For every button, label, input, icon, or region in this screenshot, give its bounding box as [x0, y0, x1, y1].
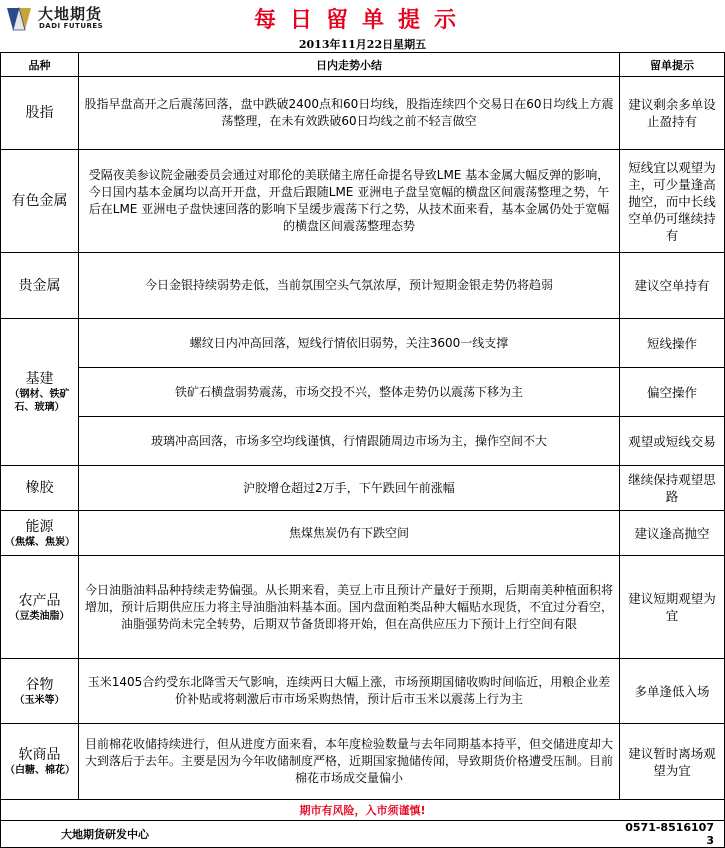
- logo-chinese-name: 大地期货: [38, 5, 103, 23]
- summary-cell: 玉米1405合约受东北降雪天气影响，连续两日大幅上涨，市场预期国储收购时间临近，用粮企业差价补贴或将刺激后市市场采购热情，预计后市玉米以震荡上行为主: [79, 659, 620, 724]
- summary-cell: 今日金银持续弱势走低，当前氛围空头气氛浓厚，预计短期金银走势仍将趋弱: [79, 253, 620, 319]
- summary-cell: 沪胶增仓超过2万手，下午跌回午前涨幅: [79, 466, 620, 511]
- summary-cell: 今日油脂油料品种持续走势偏强。从长期来看，美豆上市且预计产量好于预期，后期南美种植面积将增加，预计后期供应压力将主导油脂油料基本面。国内盘面粕类品种大幅贴水现货，不宜过分看空，油脂强势尚未完全转势，后期双节备货即将开始，但在高供应压力下预计上行空间有限: [79, 556, 620, 659]
- variety-name: 谷物: [25, 676, 54, 693]
- variety-name: 有色金属: [11, 193, 68, 209]
- report-date: 2013年11月22日星期五: [298, 38, 427, 51]
- variety-cell: [1, 466, 79, 511]
- hint-cell: 偏空操作: [620, 368, 725, 417]
- variety-name: 能源: [25, 518, 54, 535]
- table-row-glass: [1, 417, 725, 466]
- variety-cell: [1, 659, 79, 724]
- position-hint-table: [0, 52, 725, 848]
- report-title: 每日留单提示: [253, 7, 470, 33]
- variety-subtitle: （白糖、棉花）: [5, 765, 75, 776]
- report-header: [0, 0, 725, 34]
- variety-cell: [1, 253, 79, 319]
- variety-cell: [1, 724, 79, 800]
- summary-cell: 目前棉花收储持续进行，但从进度方面来看，本年度检验数量与去年同期基本持平，但交储进度却大大到落后于去年。主要是因为今年收储制度严格，近期国家抛储传闻，导致期货价格遭受压制。目前棉花市场成交量偏小: [79, 724, 620, 800]
- risk-warning: 期市有风险，入市须谨慎!: [1, 800, 725, 821]
- hint-cell: 继续保持观望思路: [620, 466, 725, 511]
- variety-name: 橡胶: [25, 480, 54, 496]
- summary-cell: 焦煤焦炭仍有下跌空间: [79, 511, 620, 556]
- variety-cell: [1, 556, 79, 659]
- hint-cell: 观望或短线交易: [620, 417, 725, 466]
- summary-cell: 螺纹日内冲高回落，短线行情依旧弱势，关注3600一线支撑: [79, 319, 620, 368]
- table-row-grain: [1, 659, 725, 724]
- summary-cell: 股指早盘高开之后震荡回落，盘中跌破2400点和60日均线，股指连续四个交易日在60日均线上方震荡整理，在未有效跌破60日均线之前不轻言做空: [79, 77, 620, 150]
- variety-name: 农产品: [18, 592, 61, 609]
- variety-cell: [1, 511, 79, 556]
- variety-cell: [1, 77, 79, 150]
- table-header-row: [1, 53, 725, 77]
- variety-subtitle: （玉米等）: [14, 694, 65, 706]
- table-row-stock-index: [1, 77, 725, 150]
- table-row-iron-ore: [1, 368, 725, 417]
- table-row-precious-metals: [1, 253, 725, 319]
- header-variety: 品种: [1, 53, 79, 77]
- hint-cell: 短线操作: [620, 319, 725, 368]
- hint-cell: 多单逢低入场: [620, 659, 725, 724]
- variety-name: 股指: [25, 105, 54, 121]
- variety-cell: [1, 319, 79, 466]
- variety-subtitle: （豆类油脂）: [9, 610, 70, 622]
- summary-cell: 铁矿石横盘弱势震荡，市场交投不兴，整体走势仍以震荡下移为主: [79, 368, 620, 417]
- risk-warning-row: [1, 800, 725, 821]
- hint-cell: 短线宜以观望为主，可少量逢高抛空，而中长线空单仍可继续持有: [620, 150, 725, 253]
- header-hint: 留单提示: [620, 53, 725, 77]
- table-row-rebar: [1, 319, 725, 368]
- variety-subtitle: （钢材、铁矿石、玻璃）: [9, 389, 70, 413]
- table-row-agriculture: [1, 556, 725, 659]
- header-summary: 日内走势小结: [79, 53, 620, 77]
- variety-subtitle: （焦煤、焦炭）: [5, 536, 75, 548]
- variety-name: 基建: [25, 371, 54, 387]
- variety-cell: [1, 150, 79, 253]
- variety-name: 贵金属: [18, 277, 61, 294]
- dadi-logo-icon: [4, 3, 34, 33]
- hint-cell: 建议短期观望为宜: [620, 556, 725, 659]
- research-center: 大地期货研发中心: [1, 821, 620, 848]
- logo-english-name: DADI FUTURES: [39, 22, 104, 30]
- table-row-soft-commodities: [1, 724, 725, 800]
- hint-cell: 建议空单持有: [620, 253, 725, 319]
- company-logo: [4, 3, 124, 33]
- table-row-rubber: [1, 466, 725, 511]
- contact-phone: 0571-85161073: [620, 821, 725, 848]
- summary-cell: 受隔夜美参议院金融委员会通过对耶伦的美联储主席任命提名导致LME 基本金属大幅反弹的影响，今日国内基本金属均以高开开盘，开盘后跟随LME 亚洲电子盘呈宽幅的横盘区间震荡整理之势，午后在LME 亚洲电子盘快速回落的影响下呈缓步震荡下行之势，从技术面来看，基本金属仍处于宽幅的横盘区间震荡整理态势: [79, 150, 620, 253]
- hint-cell: 建议逢高抛空: [620, 511, 725, 556]
- hint-cell: 建议暂时离场观望为宜: [620, 724, 725, 800]
- table-row-energy: [1, 511, 725, 556]
- variety-name: 软商品: [18, 747, 61, 763]
- footer-row: [1, 821, 725, 848]
- table-row-nonferrous: [1, 150, 725, 253]
- summary-cell: 玻璃冲高回落，市场多空均线谨慎，行情跟随周边市场为主，操作空间不大: [79, 417, 620, 466]
- hint-cell: 建议剩余多单设止盈持有: [620, 77, 725, 150]
